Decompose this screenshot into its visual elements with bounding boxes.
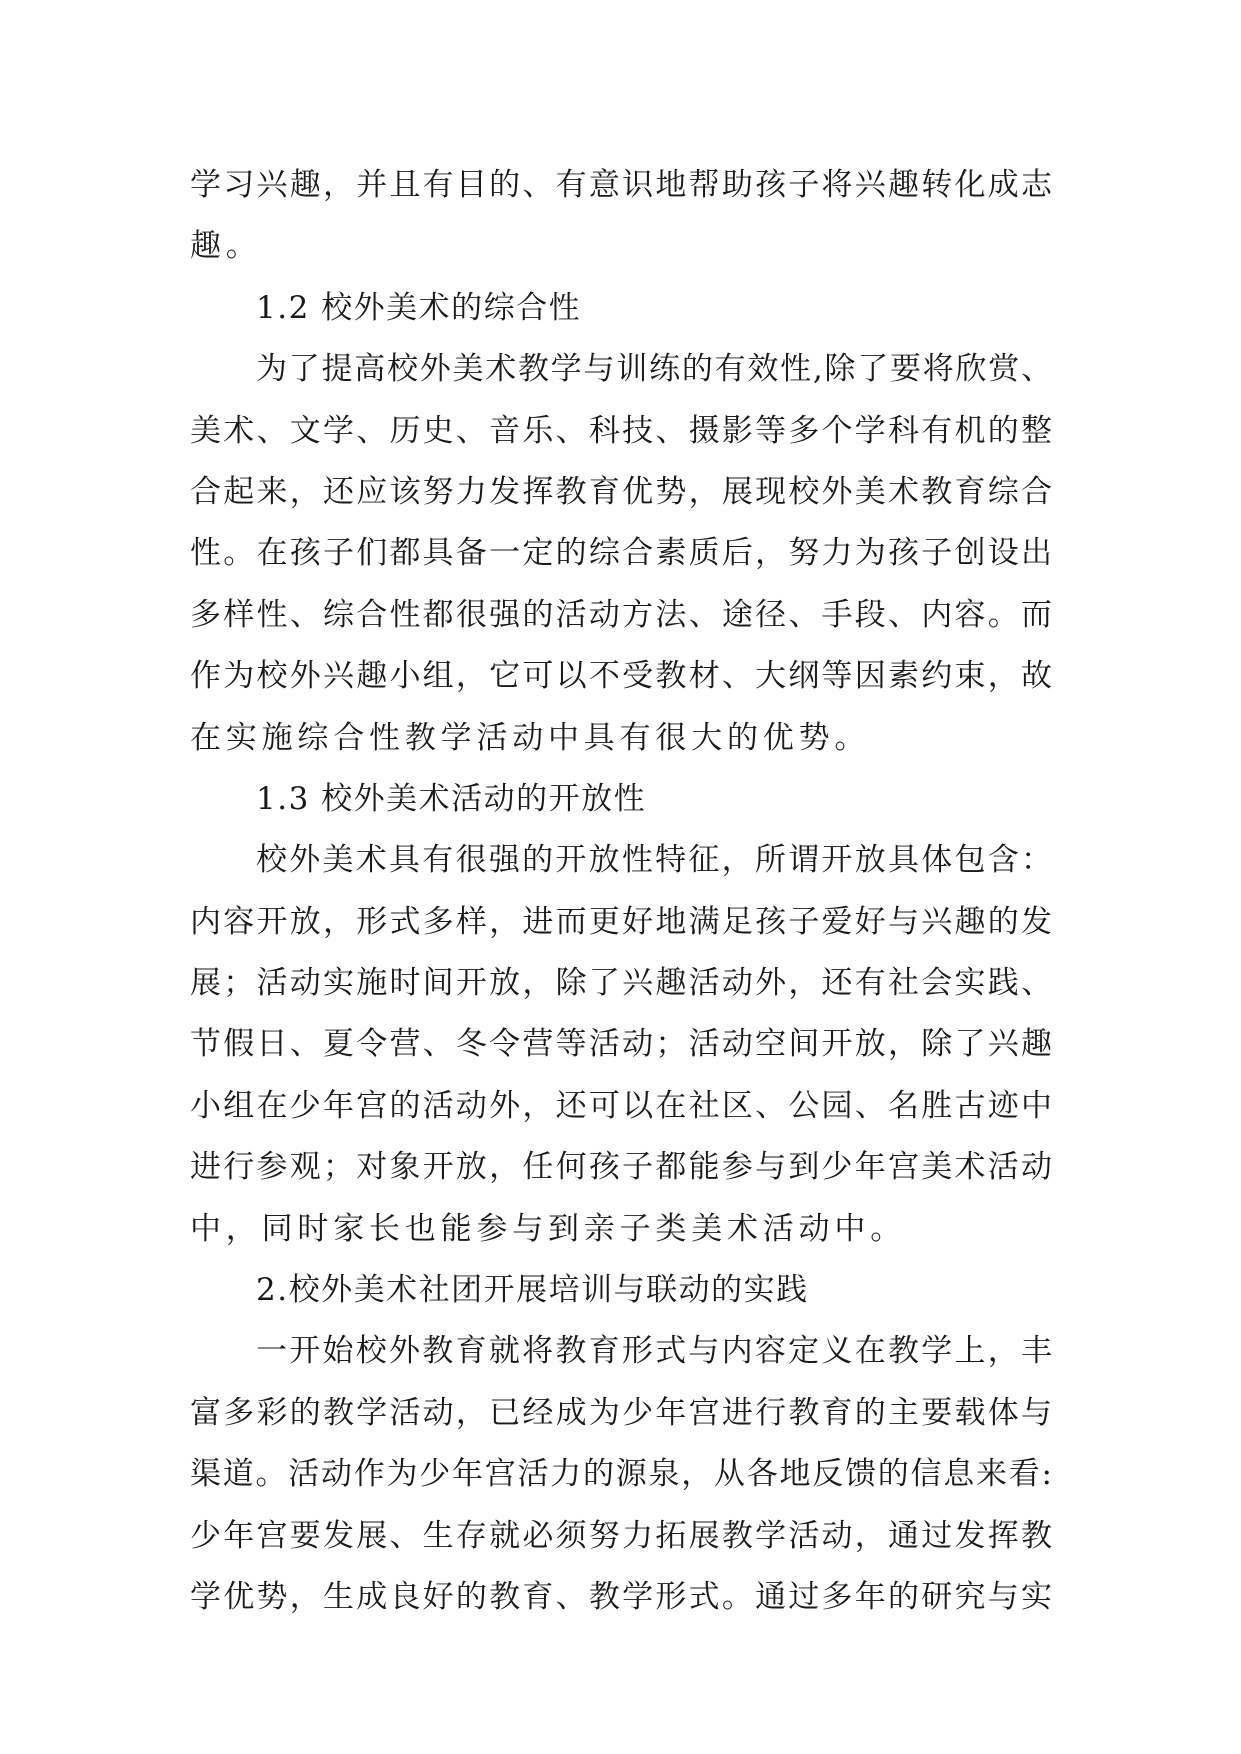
text-line-6: 合起来，还应该努力发挥教育优势，展现校外美术教育综合 [190, 473, 1052, 510]
text-line-8: 多样性、综合性都很强的活动方法、途径、手段、内容。而 [190, 596, 1052, 633]
text-line-18: 中，同时家长也能参与到亲子类美术活动中。 [190, 1210, 906, 1247]
text-line-20: 一开始校外教育就将教育形式与内容定义在教学上，丰 [256, 1333, 1052, 1370]
text-line-14: 展；活动实施时间开放，除了兴趣活动外，还有社会实践、 [190, 965, 1052, 1002]
section-heading-1-2: 1.2 校外美术的综合性 [256, 289, 582, 326]
document-page [190, 155, 1052, 1628]
text-line-16: 小组在少年宫的活动外，还可以在社区、公园、名胜古迹中 [190, 1087, 1052, 1124]
text-line-9: 作为校外兴趣小组，它可以不受教材、大纲等因素约束，故 [190, 658, 1052, 695]
text-line-21: 富多彩的教学活动，已经成为少年宫进行教育的主要载体与 [190, 1394, 1052, 1431]
text-line-5: 美术、文学、历史、音乐、科技、摄影等多个学科有机的整 [190, 412, 1052, 449]
text-line-13: 内容开放，形式多样，进而更好地满足孩子爱好与兴趣的发 [190, 903, 1052, 940]
text-line-12: 校外美术具有很强的开放性特征，所谓开放具体包含： [256, 842, 1052, 879]
section-heading-1-3: 1.3 校外美术活动的开放性 [256, 780, 647, 817]
text-line-2: 趣。 [190, 228, 262, 265]
section-heading-2: 2.校外美术社团开展培训与联动的实践 [256, 1272, 809, 1309]
text-line-23: 少年宫要发展、生存就必须努力拓展教学活动，通过发挥教 [190, 1517, 1052, 1554]
text-line-1: 学习兴趣，并且有目的、有意识地帮助孩子将兴趣转化成志 [190, 167, 1052, 203]
text-line-15: 节假日、夏令营、冬令营等活动；活动空间开放，除了兴趣 [190, 1026, 1052, 1063]
text-line-24: 学优势，生成良好的教育、教学形式。通过多年的研究与实 [190, 1578, 1052, 1615]
text-line-22: 渠道。活动作为少年宫活力的源泉，从各地反馈的信息来看: [190, 1456, 1052, 1493]
text-line-7: 性。在孩子们都具备一定的综合素质后，努力为孩子创设出 [190, 535, 1052, 572]
text-line-4: 为了提高校外美术教学与训练的有效性,除了要将欣赏、 [256, 351, 1052, 388]
text-line-10: 在实施综合性教学活动中具有很大的优势。 [190, 719, 871, 756]
text-line-17: 进行参观；对象开放，任何孩子都能参与到少年宫美术活动 [190, 1149, 1052, 1186]
